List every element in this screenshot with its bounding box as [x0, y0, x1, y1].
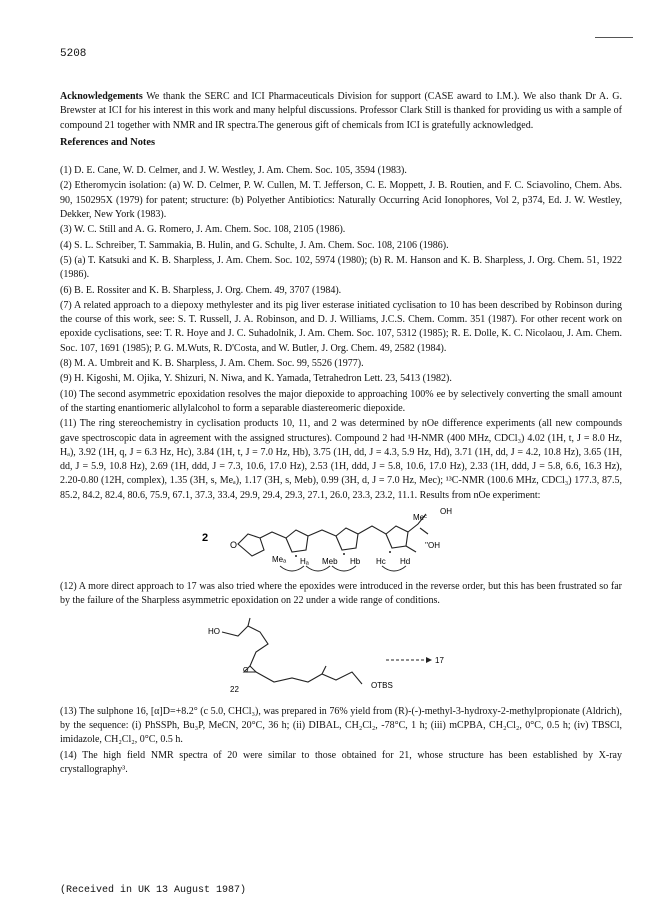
compound-2-structure: [60, 504, 622, 580]
acknowledgements-text: We thank the SERC and ICI Pharmaceuticals Division for support (CASE award to I.M.). We also thank Dr A. G. Brewster at ICI for his interest in this work and many helpful discussions. Professor Clark Still is thanked for providing us with a sample of compound 21 together with NMR and IR spectra.The generous gift of chemicals from ICI is gratefully acknowledged.: [60, 91, 622, 131]
reference-14: (14) The high field NMR spectra of 20 were similar to those obtained for 21, whose structure has been established by X-ray crystallography³.: [60, 749, 622, 775]
me-c-label: Meᶜ: [413, 513, 427, 523]
references-heading: References and Notes: [60, 136, 156, 148]
lactone-oxygen: O: [230, 540, 238, 551]
reference-2: (2) Etheromycin isolation: (a) W. D. Celmer, P. W. Cullen, M. T. Jefferson, C. E. Moppett, J. B. Routien, and F. C. Sciavolino, Chem. Abs. 90, 150295X (1979) for patent; structure: (b) Polyether Antibiotics: Naturally Occurring Acid Ionophores, Vol 2, p374, Ed. J. W. Westley, Dekker, New York (1983).: [60, 180, 622, 221]
compound-2-label: 2: [202, 532, 209, 545]
ho-label: HO: [208, 626, 220, 636]
reference-5: (5) (a) T. Katsuki and K. B. Sharpless, J. Am. Chem. Soc. 102, 5974 (1980); (b) R. M. Hanson and K. B. Sharpless, J. Org. Chem. 51, 1922 (1986).: [60, 254, 622, 281]
epoxide-oxygen: O: [243, 666, 249, 674]
reference-12: (12) A more direct approach to 17 was also tried where the epoxides were introduced in the reverse order, but this has been frustrated so far by the failure of the Sharpless asymmetric epoxidation on 22 under a wide range of conditions.: [60, 581, 622, 607]
arrow-target-label: 17: [435, 655, 444, 665]
reference-7: (7) A related approach to a diepoxy methylester and its pig liver esterase initiated cyclisation to 10 has been described by Robinson during the course of this work, see: S. T. Russell, J. A. Robinson, and D. J. Williams, J.C.S. Chem. Comm. 351 (1987). For other recent work on epoxide cyclisations, see: T. R. Hoye and J. C. Suhadolnik, J. Am. Chem. Soc. 107, 5312 (1985); R. E. Dolle, K. C. Nicolaou, J. Am. Chem. Soc. 107, 1691 (1985); P. G. M.Wuts, R. D'Costa, and W. Butler, J. Org. Chem. 49, 2582 (1984).: [60, 299, 622, 354]
compound-22-label: 22: [230, 684, 239, 694]
oh-right-label: ''OH: [425, 541, 441, 551]
reference-10: (10) The second asymmetric epoxidation resolves the major diepoxide to approaching 100% ee by selectively converting the small amount of the starting enantiomeric allylalcohol to form a separable diastereomeric diepoxide.: [60, 388, 622, 414]
reference-3: (3) W. C. Still and A. G. Romero, J. Am. Chem. Soc. 108, 2105 (1986).: [60, 224, 346, 236]
reference-13: (13) The sulphone 16, [α]D=+8.2° (c 5.0, CHCl₃), was prepared in 76% yield from (R)-(-)-methyl-3-hydroxy-2-methylpropionate (Aldrich), by the sequence: (i) PhSSPh, Bu₃P, MeCN, 20°C, 36 h; (ii) DIBAL, CH₂Cl₂, -78°C, 1 h; (iii) mCPBA, CH₂Cl₂, 0°C, 0.5 h; (iv) TBSCl, imidazole, CH₂Cl₂, 0°C, 0.5 h.: [60, 705, 622, 746]
acknowledgements-heading: Acknowledgements: [60, 91, 143, 102]
reference-6: (6) B. E. Rossiter and K. B. Sharpless, J. Org. Chem. 49, 3707 (1984).: [60, 284, 342, 296]
compound-22-structure: [60, 610, 622, 705]
header-rule: [595, 37, 633, 38]
reference-9: (9) H. Kigoshi, M. Ojika, Y. Shizuri, N. Niwa, and K. Yamada, Tetrahedron Lett. 23, 5413 (1982).: [60, 373, 452, 385]
h-b-label: Hb: [350, 557, 361, 567]
h-d-label: Hd: [400, 557, 411, 567]
h-c-label: Hc: [376, 557, 386, 567]
received-date: (Received in UK 13 August 1987): [60, 885, 247, 896]
article-body: [60, 90, 622, 778]
oh-top-label: OH: [440, 507, 452, 517]
reaction-arrow-head: [426, 657, 432, 663]
compound-22-figure: [60, 610, 622, 705]
me-a-label: Meₐ: [272, 555, 287, 565]
reference-1: (1) D. E. Cane, W. D. Celmer, and J. W. Westley, J. Am. Chem. Soc. 105, 3594 (1983).: [60, 165, 407, 177]
otbs-label: OTBS: [371, 680, 393, 690]
h-a-label: Hₐ: [300, 557, 309, 567]
acknowledgements-paragraph: [60, 90, 622, 133]
reference-4: (4) S. L. Schreiber, T. Sammakia, B. Hulin, and G. Schulte, J. Am. Chem. Soc. 108, 2106 (1986).: [60, 239, 449, 251]
noe-structure-figure: [60, 504, 622, 580]
page-number: 5208: [60, 48, 87, 60]
reference-8: (8) M. A. Umbreit and K. B. Sharpless, J. Am. Chem. Soc. 99, 5526 (1977).: [60, 358, 364, 370]
acknowledgements: [60, 90, 622, 133]
reference-11: (11) The ring stereochemistry in cyclisation products 10, 11, and 2 was determined by nOe difference experiments (all new compounds gave spectroscopic data in agreement with the assigned structures). Compound 2 had ¹H-NMR (400 MHz, CDCl₃) 4.02 (1H, t, J = 8.0 Hz, Hₐ), 3.92 (1H, q, J = 6.3 Hz, Hc), 3.84 (1H, t, J = 7.0 Hz, Hb), 3.75 (1H, dd, J = 4.3, 5.9 Hz, Hd), 3.71 (1H, dd, J = 4.2, 10.8 Hz), 3.65 (1H, dd, J = 5.9, 10.8 Hz), 2.69 (1H, ddd, J = 7.3, 10.6, 17.0 Hz), 2.53 (1H, ddd, J = 5.8, 10.6, 17.0 Hz), 2.33 (1H, ddd, J = 5.8, 6.6, 16.3 Hz), 2.20-0.80 (12H, complex), 1.35 (3H, s, Meₐ), 1.17 (3H, s, Meb), 0.99 (3H, d, J = 7.0 Hz, Mec); ¹³C-NMR (100.6 MHz, CDCl₃) 177.3, 87.5, 85.2, 84.2, 82.4, 80.6, 75.9, 67.1, 37.3, 33.4, 29.9, 29.4, 29.3, 27.1, 26.0, 23.3, 23.2, 11.1. Results from nOe experiment:: [60, 418, 622, 501]
me-b-label: Meb: [322, 557, 338, 567]
